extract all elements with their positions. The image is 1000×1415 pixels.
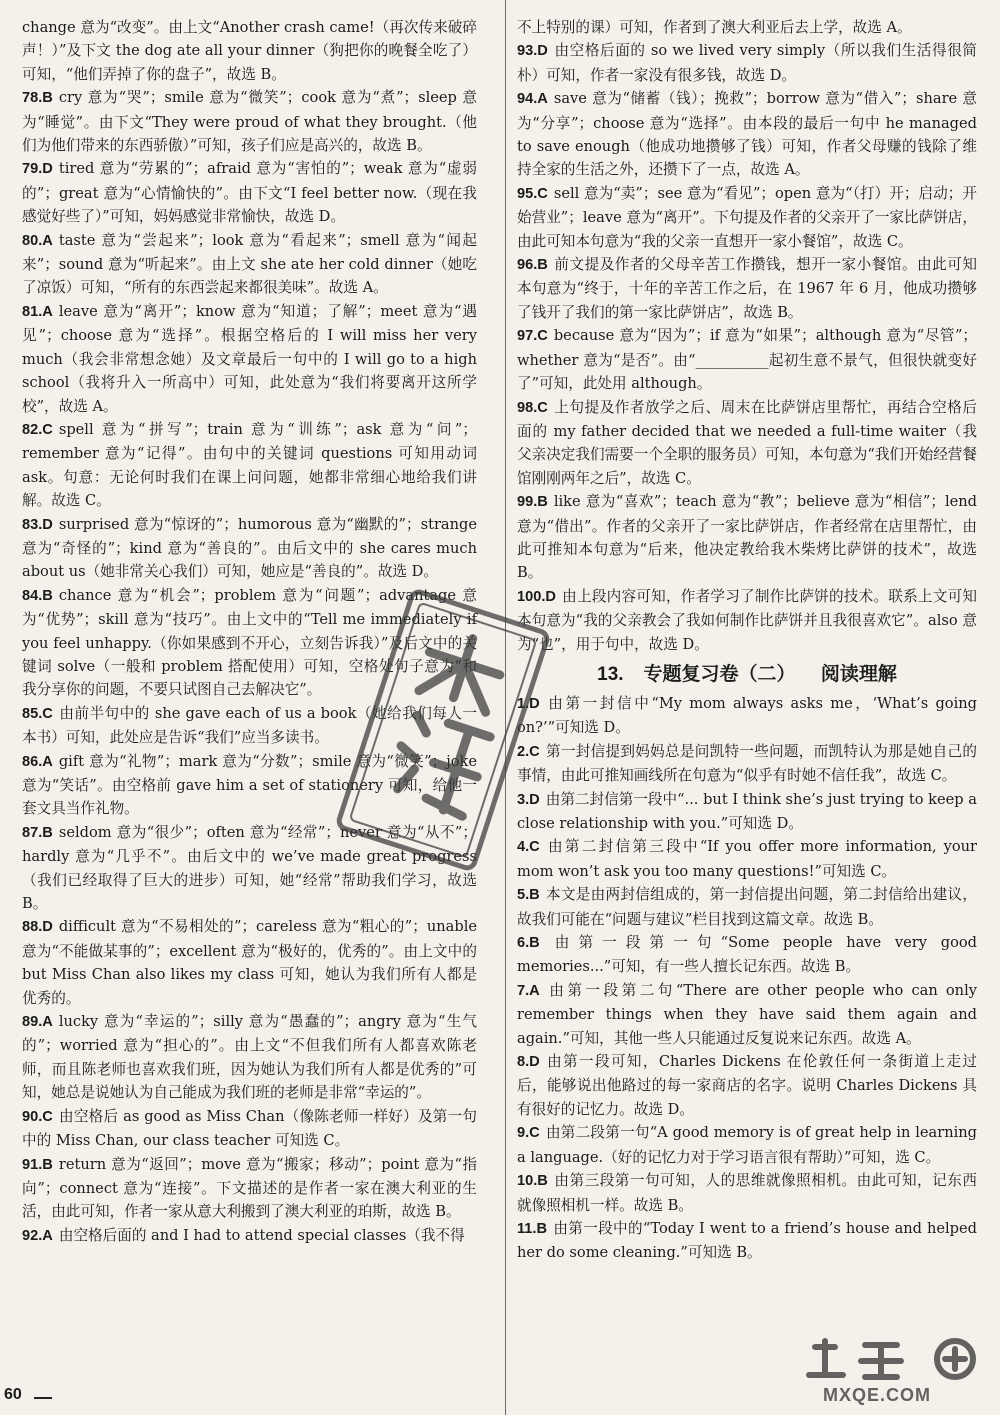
right-column: [517, 16, 977, 1265]
explanation-text: 由空格后面的 so we lived very simply（所以我们生活得很简朴）可知，作者一家没有很多钱，故选 D。: [517, 42, 977, 84]
question-number: 8.: [517, 1054, 530, 1071]
answer-letter: A: [42, 753, 53, 770]
question-number: 10.: [517, 1173, 538, 1190]
question-number: 93.: [517, 43, 538, 60]
explanation-text: 上句提及作者放学之后、周末在比萨饼店里帮忙，再结合空格后面的 my father decided that we needed a full-time waiter（我父亲决定我们需要一个全职的服务员）可知，本句意为“我们开始经营餐馆刚刚两年之后”，故选 C。: [517, 398, 977, 487]
answer-item: [517, 835, 977, 883]
question-number: 95.: [517, 185, 538, 202]
answer-letter: B: [536, 1220, 548, 1237]
question-number: 97.: [517, 328, 538, 345]
answer-item: [22, 1224, 477, 1248]
explanation-text: cry 意为“哭”；smile 意为“微笑”；cook 意为“煮”；sleep 意为“睡觉”。由下文“They were proud of what they brought.（他们为他们带来的东西骄傲）”可知，孩子们应是高兴的，故选 B。: [22, 89, 477, 155]
section-heading: [517, 660, 977, 690]
explanation-text: taste 意为“尝起来”；look 意为“看起来”；smell 意为“闻起来”；sound 意为“听起来”。由上文 she ate her cold dinner（她吃了凉饭）可知，“所有的东西尝起来都很美味”。故选 A。: [22, 231, 477, 297]
answer-item: [517, 182, 977, 253]
answer-item: [22, 1153, 477, 1224]
answer-letter: D: [545, 588, 556, 605]
question-number: 2.: [517, 743, 530, 760]
answer-letter: C: [529, 743, 540, 760]
question-number: 6.: [517, 935, 530, 952]
explanation-text: 由第二封信第三段中“If you offer more information, your mom won’t ask you too many questions!”可知选 C。: [517, 838, 977, 880]
question-number: 89.: [22, 1014, 43, 1031]
answer-item: [517, 931, 977, 979]
answer-letter: A: [529, 982, 540, 999]
explanation-text: sell 意为“卖”；see 意为“看见”；open 意为“（打）开；启动；开始营业”；leave 意为“离开”。下句提及作者的父亲开了一家比萨饼店，由此可知本句意为“我的父亲一直想开一家小餐馆”，故选 C。: [517, 184, 977, 250]
explanation-text: tired 意为“劳累的”；afraid 意为“害怕的”；weak 意为“虚弱的”；great 意为“心情愉快的”。由下文“I feel better now.（现在我感觉好些了）”可知，妈妈感觉非常愉快，故选 D。: [22, 160, 477, 226]
page-number-rule: [34, 1397, 52, 1399]
section-subtitle: 阅读理解: [820, 663, 897, 685]
answer-letter: D: [529, 695, 540, 712]
answer-letter: D: [42, 516, 53, 533]
explanation-text: leave 意为“离开”；know 意为“知道；了解”；meet 意为“遇见”；choose 意为“选择”。根据空格后的 I will miss her very much（我会非常想念她）及文章最后一句中的 I will go to a high school（我将升入一所高中）可知，此处意为“我们将要离开这所学校”，故选 A。: [22, 302, 477, 415]
explanation-text: 本文是由两封信组成的，第一封信提出问题，第二封信给出建议，故我们可能在“问题与建议”栏目找到这篇文章。故选 B。: [517, 886, 977, 928]
explanation-text: spell 意为“拼写”；train 意为“训练”；ask 意为“问”；remember 意为“记得”。由句中的关键词 questions 可知用动词 ask。句意：无论何时我们在课上问问题，她都非常细心地给我们讲解。故选 C。: [22, 420, 477, 510]
answer-letter: A: [42, 232, 53, 249]
answer-letter: A: [42, 303, 53, 320]
answer-item: [22, 229, 477, 300]
answer-item: [517, 490, 977, 585]
question-number: 90.: [22, 1108, 43, 1125]
question-number: 78.: [22, 90, 43, 107]
question-number: 88.: [22, 919, 43, 936]
question-number: 100.: [517, 588, 546, 605]
answer-item: [22, 418, 477, 513]
answer-item: [517, 324, 977, 395]
question-number: 5.: [517, 887, 530, 904]
question-number: 4.: [517, 839, 530, 856]
answer-letter: C: [42, 1108, 53, 1125]
explanation-text: 由上段内容可知，作者学习了制作比萨饼的技术。联系上文可知本句意为“我的父亲教会了我如何制作比萨饼并且我很喜欢它”。also 意为“也”，用于句中，故选 D。: [517, 587, 977, 653]
explanation-text: 由第一封信中“My mom always asks me，‘What’s going on?’”可知选 D。: [517, 694, 977, 737]
question-number: 11.: [517, 1220, 537, 1237]
answer-letter: B: [529, 935, 540, 952]
answer-letter: B: [537, 1173, 548, 1190]
question-number: 85.: [22, 705, 43, 722]
answer-letter: B: [42, 587, 53, 604]
answer-item: [517, 1121, 977, 1169]
answer-letter: D: [537, 43, 548, 60]
answer-item: [22, 16, 477, 86]
answer-letter: B: [537, 257, 548, 274]
answer-item: [22, 1010, 477, 1105]
answer-item: [517, 692, 977, 740]
answer-item: [22, 157, 477, 228]
answer-letter: C: [529, 839, 540, 856]
question-number: 7.: [517, 982, 530, 999]
answer-item: [517, 396, 977, 491]
explanation-text: gift 意为“礼物”；mark 意为“分数”；smile 意为“微笑”；joke 意为“笑话”。由空格前 gave him a set of stationery 可知，给他一套文具当作礼物。: [22, 752, 477, 818]
explanation-text: 第一封信提到妈妈总是问凯特一些问题，而凯特认为那是她自己的事情，由此可推知画线所在句意为“似乎有时她不信任我”，故选 C。: [517, 742, 977, 785]
answer-item: [517, 585, 977, 656]
explanation-text: 由前半句中的 she gave each of us a book（她给我们每人一本书）可知，此处应是告诉“我们”应当多读书。: [22, 704, 477, 747]
explanation-text: 前文提及作者的父母辛苦工作攒钱，想开一家小餐馆。由此可知本句意为“终于，十年的辛苦工作之后，在 1967 年 6 月，他成功攒够了钱开了我们的第一家比萨饼店”，故选 B。: [517, 256, 977, 321]
answer-letter: C: [537, 328, 548, 345]
answer-letter: C: [537, 399, 548, 416]
answer-letter: B: [42, 1156, 53, 1173]
answer-letter: C: [42, 705, 53, 722]
answer-letter: B: [42, 90, 53, 107]
question-number: 81.: [22, 303, 43, 320]
answer-item: [22, 300, 477, 418]
answer-item: [22, 915, 477, 1010]
answer-item: [22, 1105, 477, 1153]
question-number: 79.: [22, 161, 43, 178]
site-watermark-logo: [795, 1335, 995, 1411]
explanation-text: lucky 意为“幸运的”；silly 意为“愚蠢的”；angry 意为“生气的”；worried 意为“担心的”。由上文“不但我们所有人都喜欢陈老师，而且陈老师也喜欢我们班，因为她认为我们所有人都是优秀的”可知，她总是说她认为自己能成为我们班的老师是非常“幸运的”。: [22, 1013, 477, 1102]
explanation-text: 由第三段第一句可知，人的思维就像照相机。由此可知，记东西就像照相机一样。故选 B。: [517, 1172, 977, 1214]
answer-item: [517, 253, 977, 324]
question-number: 94.: [517, 91, 538, 108]
answer-item: [517, 1217, 977, 1265]
answer-letter: D: [42, 161, 53, 178]
question-number: 91.: [22, 1156, 43, 1173]
explanation-text: difficult 意为“不易相处的”；careless 意为“粗心的”；unable 意为“不能做某事的”；excellent 意为“极好的，优秀的”。由上文中的 but Miss Chan also likes my class 可知，她认为我们所有人都是优秀的。: [22, 918, 477, 1007]
question-number: 92.: [22, 1227, 43, 1244]
explanation-text: 不上特别的课）可知，作者到了澳大利亚后去上学，故选 A。: [517, 19, 912, 36]
answer-letter: C: [529, 1125, 540, 1142]
question-number: 82.: [22, 421, 43, 438]
answer-item: [517, 1050, 977, 1121]
question-number: 3.: [517, 791, 530, 808]
question-number: 98.: [517, 399, 538, 416]
answer-letter: A: [537, 91, 548, 108]
explanation-text: 由空格后 as good as Miss Chan（像陈老师一样好）及第一句中的 Miss Chan, our class teacher 可知选 C。: [22, 1107, 477, 1150]
answer-letter: C: [42, 421, 53, 438]
answer-item: [517, 87, 977, 182]
answer-letter: B: [537, 494, 548, 511]
question-number: 9.: [517, 1125, 530, 1142]
right-column-cloze-answers: [517, 16, 977, 656]
answer-letter: D: [529, 791, 540, 808]
answer-letter: B: [529, 887, 540, 904]
explanation-text: change 意为“改变”。由上文“Another crash came!（再次传来破碎声！）”及下文 the dog ate all your dinner（狗把你的晚餐全吃了）可知，“他们弄掉了你的盘子”，故选 B。: [22, 19, 477, 83]
explanation-text: 由第二封信第一段中“... but I think she’s just trying to keep a close relationship with you.”可知选 D。: [517, 790, 977, 832]
answer-item: [22, 86, 477, 157]
question-number: 86.: [22, 753, 43, 770]
answer-item: [517, 788, 977, 836]
answer-item: [517, 740, 977, 788]
explanation-text: 由第二段第一句“A good memory is of great help in learning a language.（好的记忆力对于学习语言很有帮助）”可知，选 C。: [517, 1124, 977, 1166]
answer-item: [517, 39, 977, 87]
answer-letter: D: [529, 1054, 540, 1071]
answer-letter: C: [537, 185, 548, 202]
question-number: 1.: [517, 695, 530, 712]
answer-item: [517, 1169, 977, 1217]
explanation-text: save 意为“储蓄（钱）；挽救”；borrow 意为“借入”；share 意为“分享”；choose 意为“选择”。由本段的最后一句中 he managed to save enough（他成功地攒够了钱）可知，作者父母赚的钱除了维持全家的生活之外，还攒下了一点，故选 A。: [517, 90, 977, 179]
answer-item: [517, 16, 977, 39]
answer-letter: A: [42, 1227, 53, 1244]
explanation-text: 由第一段第二句“There are other people who can only remember things when they have said them again and again.”可知，其他一些人只能通过反复说来记东西。故选 A。: [517, 981, 977, 1047]
answer-letter: A: [42, 1014, 53, 1031]
answer-letter: B: [42, 824, 53, 841]
explanation-text: seldom 意为“很少”；often 意为“经常”；never 意为“从不”；hardly 意为“几乎不”。由后文中的 we’ve made great progress（我们已经取得了巨大的进步）可知，她“经常”帮助我们学习，故选 B。: [22, 823, 477, 913]
question-number: 96.: [517, 257, 538, 274]
explanation-text: 由第一段第一句“Some people have very good memories...”可知，有一些人擅长记东西。故选 B。: [517, 934, 977, 976]
explanation-text: 由空格后面的 and I had to attend special classes（我不得: [58, 1226, 465, 1244]
explanation-text: like 意为“喜欢”；teach 意为“教”；believe 意为“相信”；lend 意为“借出”。作者的父亲开了一家比萨饼店，作者经常在店里帮忙，由此可推知本句意为“后来，他决定教给我木柴烤比萨饼的技术”，故选 B。: [517, 493, 977, 582]
answer-item: [517, 979, 977, 1050]
explanation-text: 由第一段中的“Today I went to a friend’s house and helped her do some cleaning.”可知选 B。: [517, 1219, 977, 1262]
question-number: 84.: [22, 587, 43, 604]
section-number-title: 13. 专题复习卷（二）: [597, 663, 796, 685]
watermark-site-text: MXQE.COM: [823, 1385, 932, 1405]
question-number: 87.: [22, 824, 43, 841]
explanation-text: chance 意为“机会”；problem 意为“问题”；advantage 意为“优势”；skill 意为“技巧”。由上文中的“Tell me immediately if you feel unhappy.（你如果感到不开心，立刻告诉我）”及后文中的关键词 solve（一般和 problem 搭配使用）可知，空格处句子意为“和我分享你的问题，不要只试图自己去解决它”。: [22, 586, 477, 699]
page-number: 60: [4, 1386, 22, 1403]
answer-item: [517, 883, 977, 931]
question-number: 83.: [22, 516, 43, 533]
explanation-text: because 意为“因为”；if 意为“如果”；although 意为“尽管”；whether 意为“是否”。由“__________起初生意不景气，但很快就变好了”可知，此处用 although。: [517, 327, 977, 393]
answer-item: [22, 513, 477, 584]
explanation-text: 由第一段可知，Charles Dickens 在伦敦任何一条街道上走过后，能够说出他路过的每一家商店的名字。说明 Charles Dickens 具有很好的记忆力。故选 D。: [517, 1053, 977, 1118]
answer-letter: D: [42, 919, 53, 936]
question-number: 99.: [517, 494, 538, 511]
question-number: 80.: [22, 232, 43, 249]
explanation-text: surprised 意为“惊讶的”；humorous 意为“幽默的”；strange 意为“奇怪的”；kind 意为“善良的”。由后文中的 she cares much about us（她非常关心我们）可知，她应是“善良的”。故选 D。: [22, 515, 477, 581]
right-column-reading-answers: [517, 692, 977, 1265]
explanation-text: return 意为“返回”；move 意为“搬家；移动”；point 意为“指向”；connect 意为“连接”。下文描述的是作者一家在澳大利亚的生活，由此可知，作者一家从意大利搬到了澳大利亚的珀斯，故选 B。: [22, 1155, 477, 1221]
